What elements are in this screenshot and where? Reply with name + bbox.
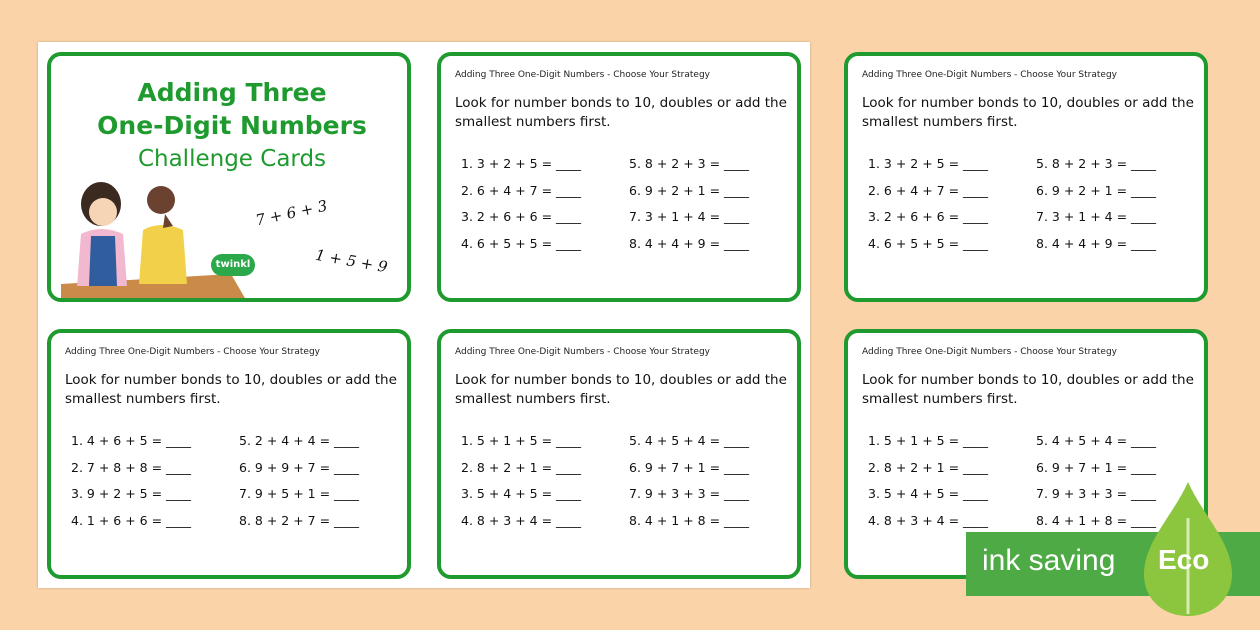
- question: 6. 9 + 2 + 1 = ____: [1036, 182, 1157, 198]
- questions-left: [868, 433, 988, 539]
- challenge-card-1: [437, 52, 801, 302]
- question: 3. 5 + 4 + 5 = ____: [868, 486, 989, 501]
- questions-left: [461, 156, 581, 262]
- questions-right: [239, 433, 359, 539]
- question: 8. 4 + 1 + 8 = ____: [629, 512, 750, 528]
- question: 7. 3 + 1 + 4 = ____: [1036, 209, 1157, 224]
- question: 5. 2 + 4 + 4 = ____: [239, 433, 360, 448]
- question: 1. 5 + 1 + 5 = ____: [868, 433, 989, 448]
- question: 5. 8 + 2 + 3 = ____: [629, 156, 750, 171]
- question: 4. 6 + 5 + 5 = ____: [868, 235, 989, 251]
- card-header: Adding Three One-Digit Numbers - Choose Your Strategy: [862, 70, 1117, 80]
- question: 7. 9 + 3 + 3 = ____: [1036, 486, 1157, 501]
- question: 4. 8 + 3 + 4 = ____: [461, 512, 582, 528]
- questions-left: [868, 156, 988, 262]
- twinkl-logo: twinkl: [211, 254, 255, 276]
- question: 3. 9 + 2 + 5 = ____: [71, 486, 192, 501]
- question: 7. 3 + 1 + 4 = ____: [629, 209, 750, 224]
- challenge-card-4: [437, 329, 801, 579]
- question: 1. 5 + 1 + 5 = ____: [461, 433, 582, 448]
- question: 2. 8 + 2 + 1 = ____: [461, 459, 582, 475]
- ink-saving-label: ink saving: [982, 544, 1116, 577]
- questions-right: [1036, 433, 1156, 539]
- card-instruction: Look for number bonds to 10, doubles or add the smallest numbers first.: [862, 372, 1194, 407]
- question: 5. 4 + 5 + 4 = ____: [629, 433, 750, 448]
- question: 7. 9 + 3 + 3 = ____: [629, 486, 750, 501]
- title-line-3: Challenge Cards: [137, 146, 327, 172]
- question: 1. 3 + 2 + 5 = ____: [461, 156, 582, 171]
- question: 7. 9 + 5 + 1 = ____: [239, 486, 360, 501]
- card-instruction: Look for number bonds to 10, doubles or add the smallest numbers first.: [862, 95, 1194, 130]
- question: 5. 8 + 2 + 3 = ____: [1036, 156, 1157, 171]
- questions-right: [629, 156, 749, 262]
- eco-label: Eco: [1158, 544, 1210, 575]
- question: 5. 4 + 5 + 4 = ____: [1036, 433, 1157, 448]
- card-instruction: Look for number bonds to 10, doubles or add the smallest numbers first.: [65, 372, 397, 407]
- challenge-card-3: [47, 329, 411, 579]
- question: 2. 6 + 4 + 7 = ____: [461, 182, 582, 198]
- question: 6. 9 + 7 + 1 = ____: [1036, 459, 1157, 475]
- question: 8. 8 + 2 + 7 = ____: [239, 512, 360, 528]
- card-header: Adding Three One-Digit Numbers - Choose Your Strategy: [455, 347, 710, 357]
- question: 8. 4 + 4 + 9 = ____: [629, 235, 750, 251]
- question: 6. 9 + 7 + 1 = ____: [629, 459, 750, 475]
- questions-left: [461, 433, 581, 539]
- questions-right: [1036, 156, 1156, 262]
- question: 4. 6 + 5 + 5 = ____: [461, 235, 582, 251]
- question: 1. 3 + 2 + 5 = ____: [868, 156, 989, 171]
- question: 3. 2 + 6 + 6 = ____: [868, 209, 989, 224]
- question: 6. 9 + 9 + 7 = ____: [239, 459, 360, 475]
- question: 6. 9 + 2 + 1 = ____: [629, 182, 750, 198]
- question: 4. 1 + 6 + 6 = ____: [71, 512, 192, 528]
- questions-left: [71, 433, 191, 539]
- title-card: [47, 52, 411, 302]
- question: 1. 4 + 6 + 5 = ____: [71, 433, 192, 448]
- card-header: Adding Three One-Digit Numbers - Choose Your Strategy: [862, 347, 1117, 357]
- question: 2. 6 + 4 + 7 = ____: [868, 182, 989, 198]
- question: 2. 8 + 2 + 1 = ____: [868, 459, 989, 475]
- card-instruction: Look for number bonds to 10, doubles or add the smallest numbers first.: [455, 372, 787, 407]
- handwritten-sum-1: 7 + 6 + 3: [253, 196, 329, 230]
- handwritten-sum-2: 1 + 5 + 9: [313, 245, 389, 277]
- question: 8. 4 + 1 + 8 = ____: [1036, 512, 1157, 528]
- challenge-card-2: [844, 52, 1208, 302]
- question: 3. 2 + 6 + 6 = ____: [461, 209, 582, 224]
- title-line-2: One-Digit Numbers: [97, 111, 367, 140]
- card-instruction: Look for number bonds to 10, doubles or add the smallest numbers first.: [455, 95, 787, 130]
- children-illustration: [61, 174, 271, 302]
- questions-right: [629, 433, 749, 539]
- card-header: Adding Three One-Digit Numbers - Choose Your Strategy: [455, 70, 710, 80]
- question: 4. 8 + 3 + 4 = ____: [868, 512, 989, 528]
- card-header: Adding Three One-Digit Numbers - Choose Your Strategy: [65, 347, 320, 357]
- question: 8. 4 + 4 + 9 = ____: [1036, 235, 1157, 251]
- title-line-1: Adding Three: [137, 78, 327, 107]
- question: 3. 5 + 4 + 5 = ____: [461, 486, 582, 501]
- question: 2. 7 + 8 + 8 = ____: [71, 459, 192, 475]
